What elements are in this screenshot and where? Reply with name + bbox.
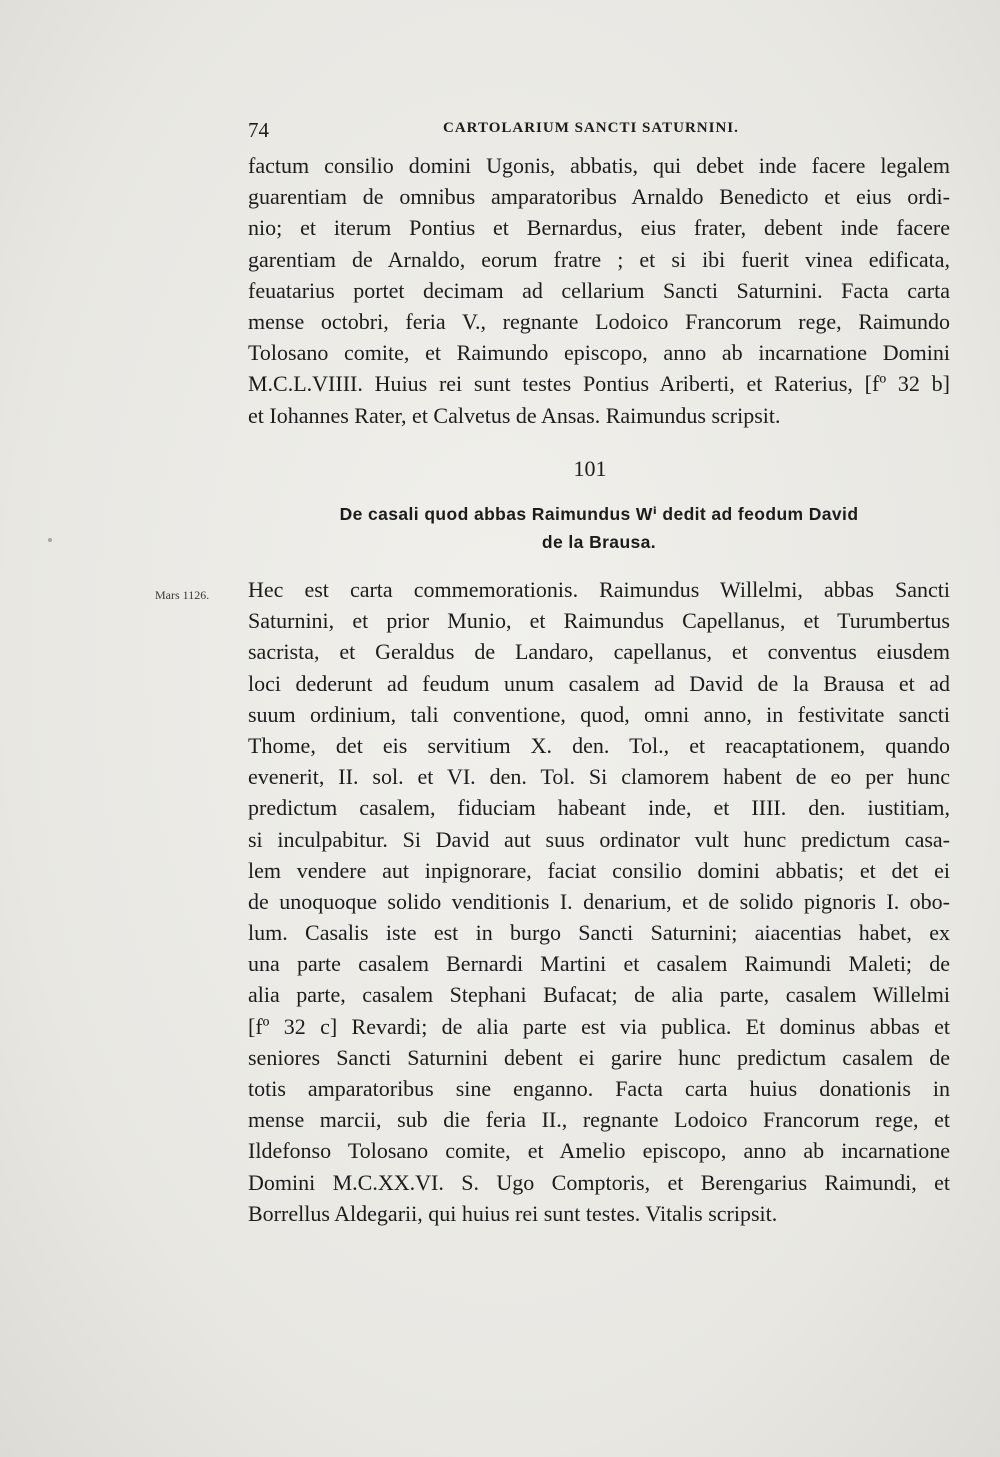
text-line: sacrista, et Geraldus de Landaro, capellanus, et conventus eiusdem [248, 639, 950, 665]
running-title: CARTOLARIUM SANCTI SATURNINI. [443, 120, 739, 136]
text-line: totis amparatoribus sine enganno. Facta carta huius donationis in [248, 1076, 950, 1101]
text-line: loci dederunt ad feudum unum casalem ad David de la Brausa et ad [248, 670, 950, 696]
text-line: lem vendere aut inpignorare, faciat consilio domini abbatis; et det ei [248, 857, 950, 883]
text-line: [fº 32 c] Revardi; de alia parte est via publica. Et dominus abbas et [248, 1013, 950, 1039]
text-line: feuatarius portet decimam ad cellarium Sancti Saturnini. Facta carta [248, 277, 950, 303]
text-line: evenerit, II. sol. et VI. den. Tol. Si clamorem habent de eo per hunc [248, 764, 950, 790]
text-line: guarentiam de omnibus amparatoribus Arnaldo Benedicto et eius ordi- [248, 184, 950, 210]
text-line: alia parte, casalem Stephani Bufacat; de alia parte, casalem Willelmi [248, 982, 950, 1008]
document-number: 101 [573, 456, 607, 481]
text-line: Saturnini, et prior Munio, et Raimundus Capellanus, et Turumbertus [248, 608, 950, 634]
paragraph-continued [248, 150, 950, 431]
text-line: predictum casalem, fiduciam habeant inde, et IIII. den. iustitiam, [248, 795, 950, 821]
text-line: Thome, det eis servitium X. den. Tol., et reacaptationem, quando [248, 732, 950, 758]
text-line: lum. Casalis iste est in burgo Sancti Saturnini; aiacentias habet, ex [248, 920, 950, 946]
text-line: suum ordinium, tali conventione, quod, omni anno, in festivitate sancti [248, 701, 950, 727]
text-line: Hec est carta commemorationis. Raimundus Willelmi, abbas Sancti [248, 577, 950, 602]
charter-text [248, 574, 950, 1229]
text-line: mense octobri, feria V., regnante Lodoico Francorum rege, Raimundo [248, 308, 950, 334]
text-line: Ildefonso Tolosano comite, et Amelio episcopo, anno ab incarnatione [248, 1138, 950, 1164]
text-line: Tolosano comite, et Raimundo episcopo, anno ab incarnatione Domini [248, 340, 950, 366]
document-heading-line: De casali quod abbas Raimundus Wⁱ dedit ad feodum David [339, 504, 859, 524]
text-line: nio; et iterum Pontius et Bernardus, eius frater, debent inde facere [248, 215, 950, 241]
text-line: Domini M.C.XX.VI. S. Ugo Comptoris, et Berengarius Raimundi, et [248, 1169, 950, 1195]
text-line: et Iohannes Rater, et Calvetus de Ansas. Raimundus scripsit. [248, 402, 781, 428]
document-heading-line: de la Brausa. [541, 532, 657, 552]
text-line: mense marcii, sub die feria II., regnante Lodoico Francorum rege, et [248, 1107, 950, 1133]
document-heading [248, 500, 950, 556]
margin-date-note: Mars 1126. [155, 588, 210, 602]
text-line: garentiam de Arnaldo, eorum fratre ; et si ibi fuerit vinea edificata, [248, 246, 950, 272]
page-header [248, 118, 950, 140]
text-line: seniores Sancti Saturnini debent ei garire hunc predictum casalem de [248, 1044, 950, 1070]
text-line: factum consilio domini Ugonis, abbatis, qui debet inde facere legalem [248, 153, 950, 178]
text-line: de unoquoque solido venditionis I. denarium, et de solido pignoris I. obo- [248, 888, 950, 914]
text-line: si inculpabitur. Si David aut suus ordinator vult hunc predictum casa- [248, 826, 950, 852]
text-line: Borrellus Aldegarii, qui huius rei sunt testes. Vitalis scripsit. [248, 1200, 778, 1226]
paper-speck [48, 538, 52, 542]
text-line: M.C.L.VIIII. Huius rei sunt testes Pontius Ariberti, et Raterius, [fº 32 b] [248, 371, 950, 397]
text-line: una parte casalem Bernardi Martini et casalem Raimundi Maleti; de [248, 951, 950, 977]
page-number: 74 [248, 118, 269, 142]
